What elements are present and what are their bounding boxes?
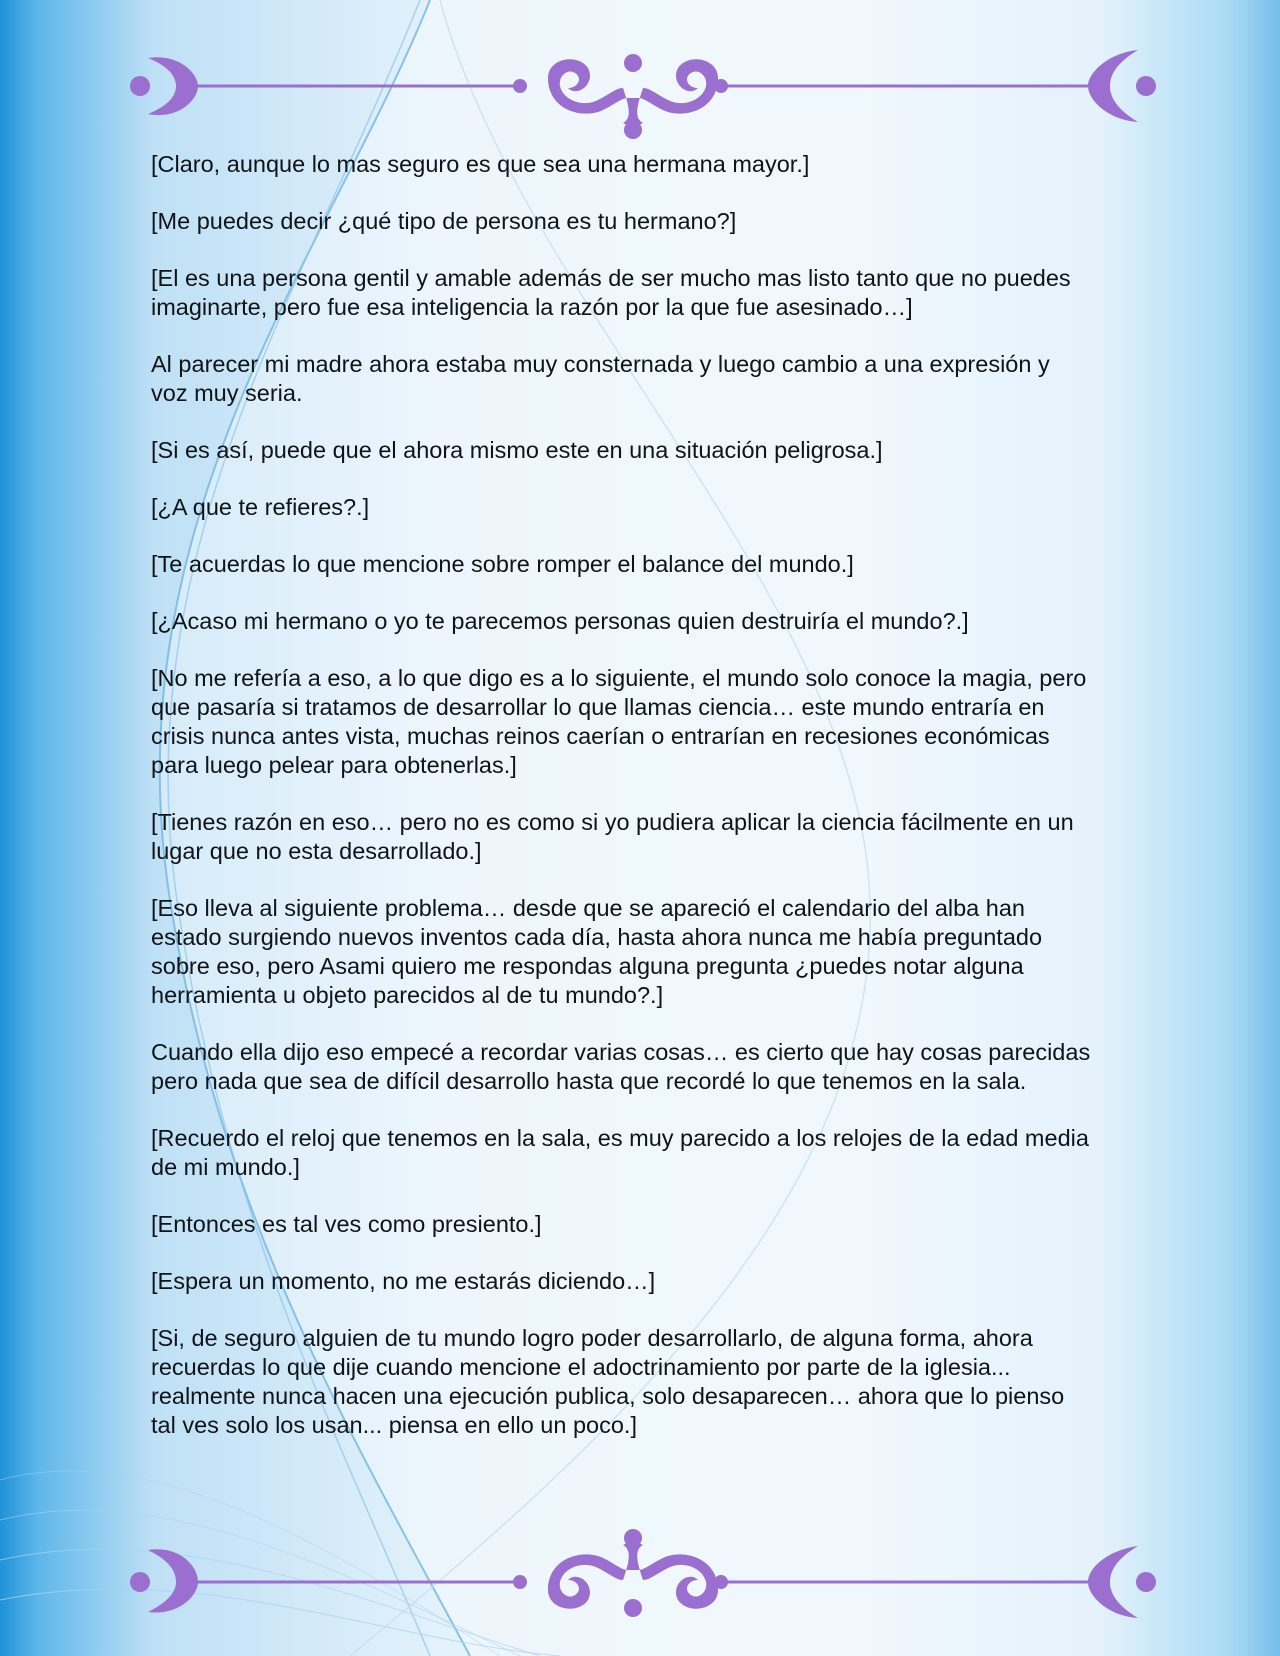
paragraph: Cuando ella dijo eso empecé a recordar varias cosas… es cierto que hay cosas parecidas pero nada que sea de difícil desarrollo hasta que recordé lo que tenemos en la sala. <box>151 1039 1091 1094</box>
paragraph: [Eso lleva al siguiente problema… desde que se apareció el calendario del alba han estado surgiendo nuevos inventos cada día, hasta ahora nunca me había preguntado sobre eso, pero Asami quiero me respondas alguna pregunta ¿puedes notar alguna herramienta u objeto parecidos al de tu mundo?.] <box>151 895 1043 1008</box>
paragraph: [Recuerdo el reloj que tenemos en la sala, es muy parecido a los relojes de la edad media de mi mundo.] <box>151 1125 1089 1180</box>
story-text <box>151 150 1091 1468</box>
paragraph: [¿A que te refieres?.] <box>151 494 370 520</box>
paragraph: [Si, de seguro alguien de tu mundo logro poder desarrollarlo, de alguna forma, ahora recuerdas lo que dije cuando mencione el adoctrinamiento por parte de la iglesia... realmente nunca hacen una ejecución publica, solo desaparecen… ahora que lo pienso tal ves solo los usan... piensa en ello un poco.] <box>151 1325 1065 1438</box>
paragraph: [Me puedes decir ¿qué tipo de persona es tu hermano?] <box>151 208 737 234</box>
paragraph: [Espera un momento, no me estarás diciendo…] <box>151 1268 656 1294</box>
paragraph: [Entonces es tal ves como presiento.] <box>151 1211 542 1237</box>
paragraph: [No me refería a eso, a lo que digo es a lo siguiente, el mundo solo conoce la magia, pero que pasaría si tratamos de desarrollar lo que llamas ciencia… este mundo entraría en crisis nunca antes vista, muchas reinos caerían o entrarían en recesiones económicas para luego pelear para obtenerlas.] <box>151 665 1087 778</box>
paragraph: [Te acuerdas lo que mencione sobre romper el balance del mundo.] <box>151 551 854 577</box>
paragraph: [Tienes razón en eso… pero no es como si yo pudiera aplicar la ciencia fácilmente en un lugar que no esta desarrollado.] <box>151 809 1074 864</box>
paragraph: [Claro, aunque lo mas seguro es que sea una hermana mayor.] <box>151 151 810 177</box>
paragraph: [Si es así, puede que el ahora mismo este en una situación peligrosa.] <box>151 437 883 463</box>
top-ornament-divider <box>128 28 1158 148</box>
paragraph: [¿Acaso mi hermano o yo te parecemos personas quien destruiría el mundo?.] <box>151 608 969 634</box>
bottom-ornament-divider <box>128 1520 1158 1640</box>
paragraph: Al parecer mi madre ahora estaba muy consternada y luego cambio a una expresión y voz muy seria. <box>151 351 1050 406</box>
paragraph: [El es una persona gentil y amable además de ser mucho mas listo tanto que no puedes imaginarte, pero fue esa inteligencia la razón por la que fue asesinado…] <box>151 265 1071 320</box>
